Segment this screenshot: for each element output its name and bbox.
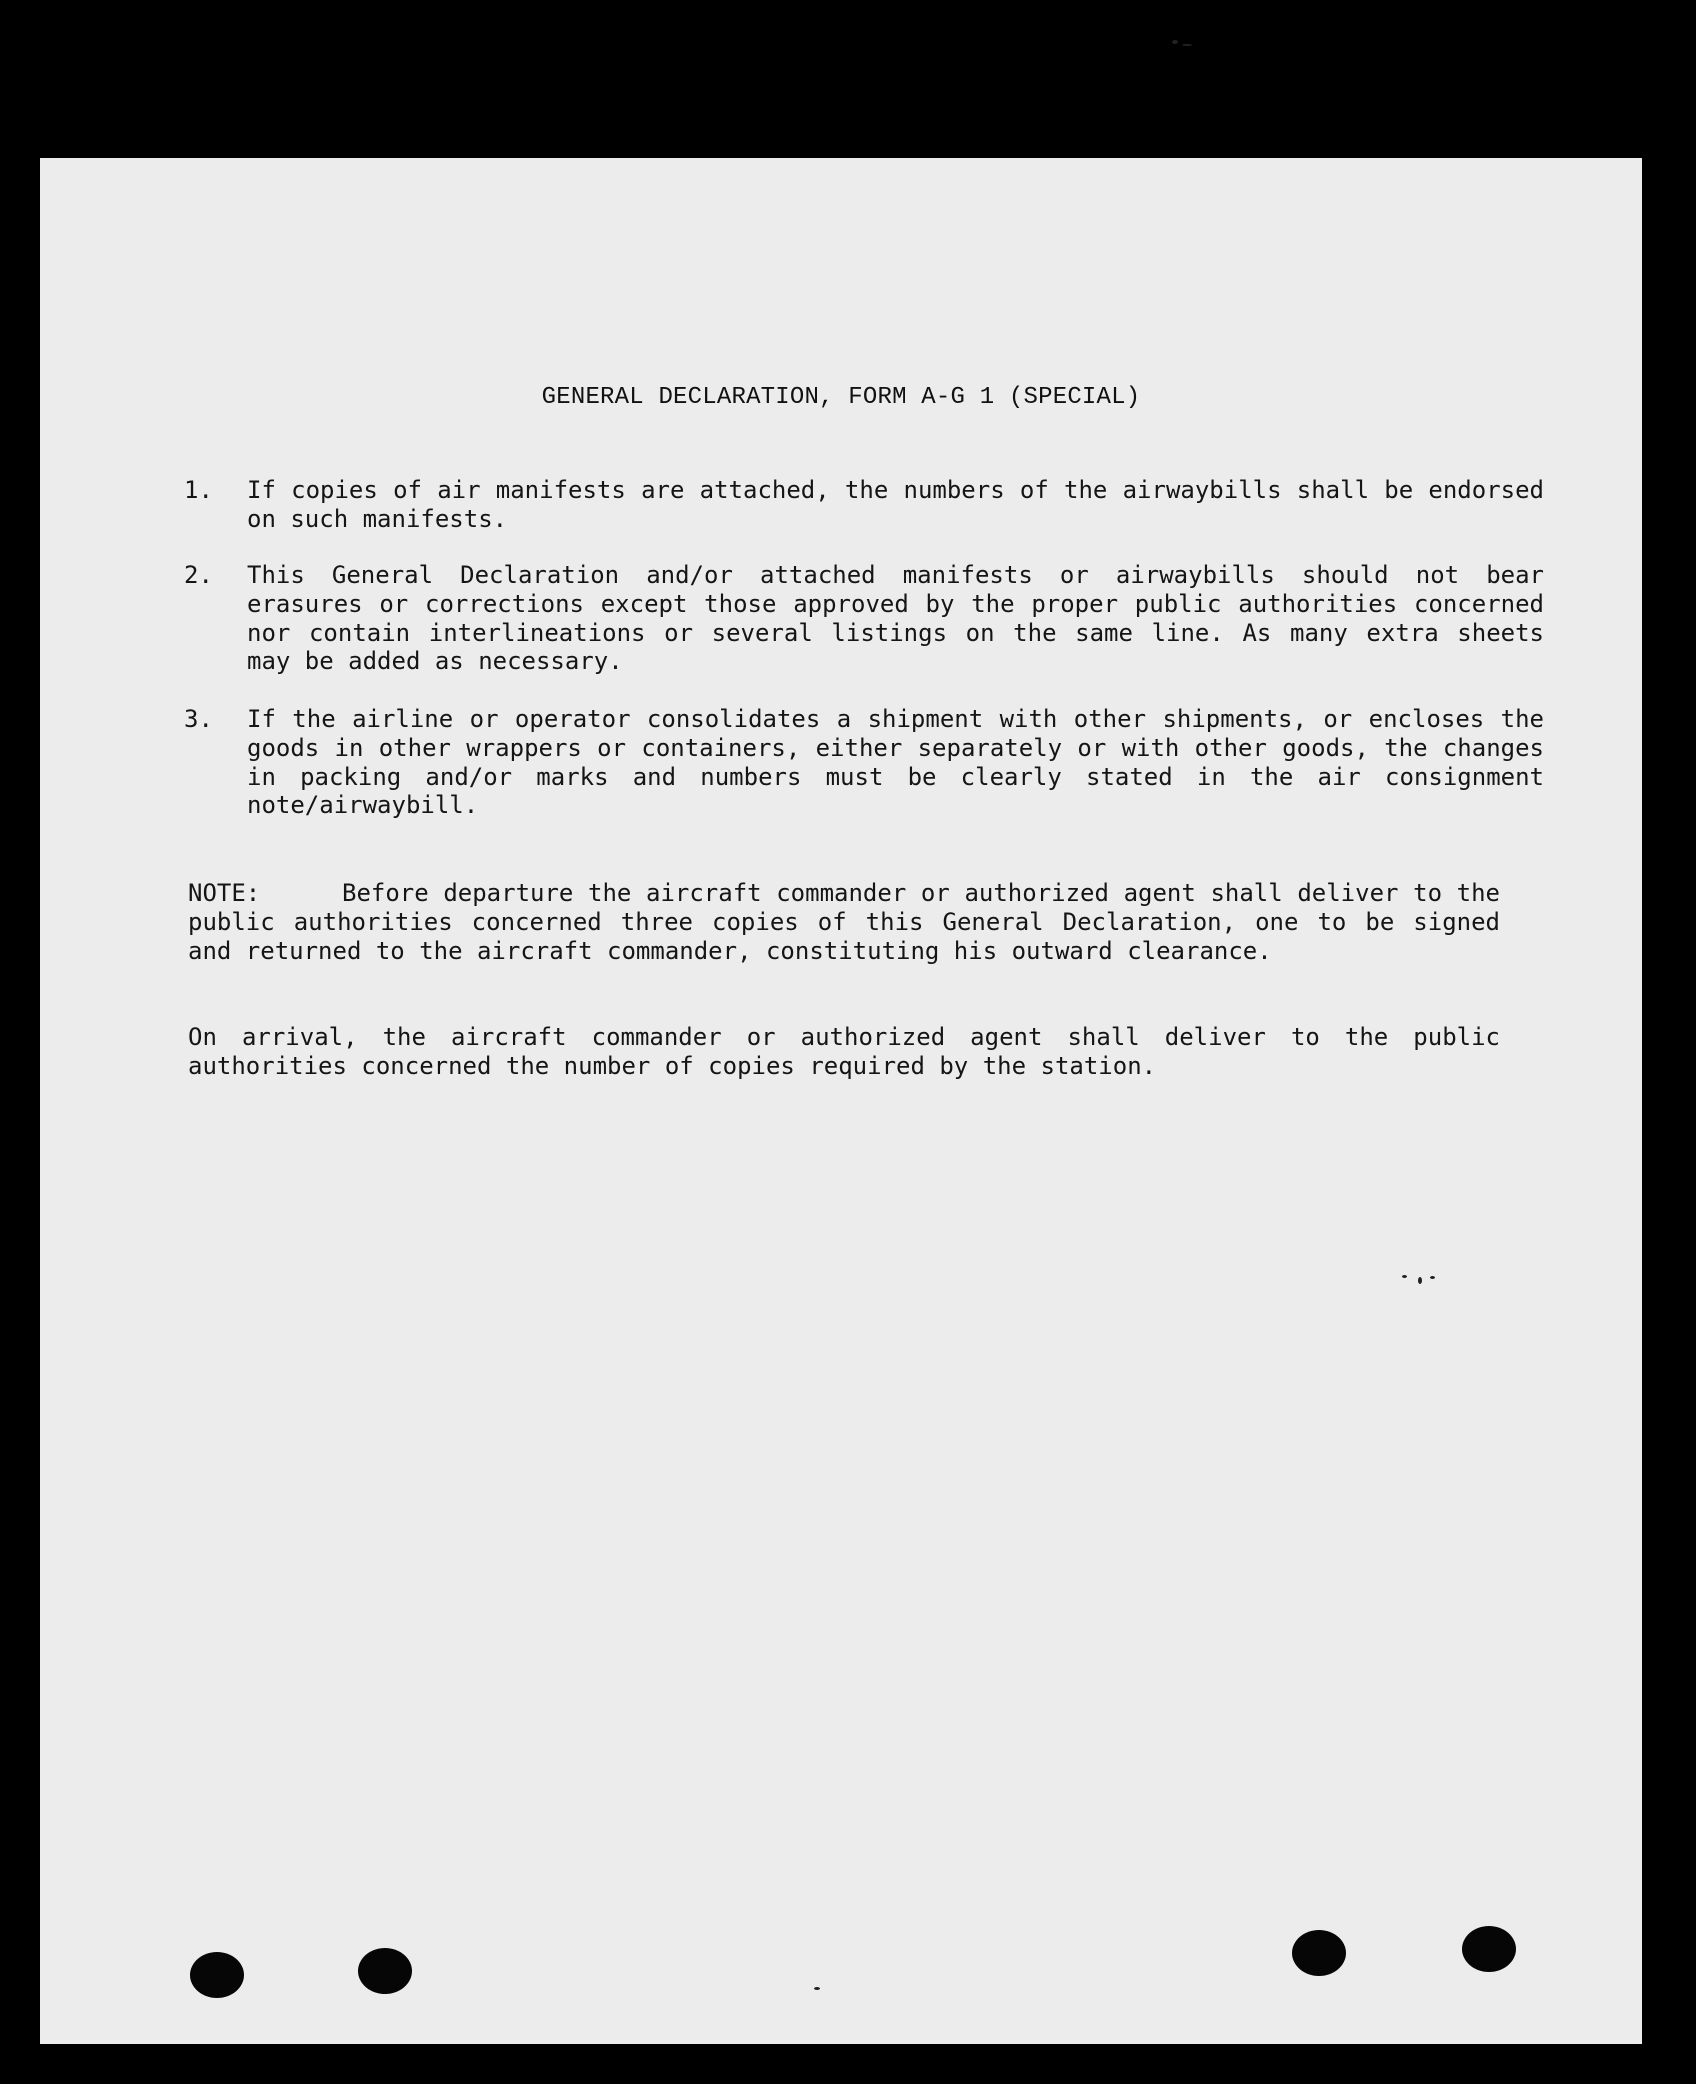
paper-sheet: [40, 158, 1642, 2044]
ink-speck: [1418, 1277, 1422, 1284]
ink-speck: [1430, 1276, 1435, 1279]
item-text: This General Declaration and/or attached manifests or airwaybills should not bear erasures or corrections except those approved by the proper public authorities concerned nor contain interlineations or several listings on the same line. As many extra sheets may be added as necessary.: [247, 561, 1544, 676]
item-number: 2.: [184, 561, 213, 589]
list-item: [184, 705, 1544, 820]
note-label: NOTE:: [188, 879, 261, 907]
note-paragraph: [188, 879, 1500, 965]
item-text: If copies of air manifests are attached, the numbers of the airwaybills shall be endorsed on such manifests.: [247, 476, 1544, 533]
punch-hole: [190, 1952, 244, 1998]
document-title: GENERAL DECLARATION, FORM A-G 1 (SPECIAL): [541, 384, 1141, 411]
list-item: [184, 561, 1544, 676]
item-number: 3.: [184, 705, 213, 733]
punch-hole: [1462, 1926, 1516, 1972]
ink-speck: [1402, 1275, 1407, 1278]
ink-speck: [1172, 40, 1178, 44]
item-text: If the airline or operator consolidates a shipment with other shipments, or encloses the goods in other wrappers or containers, either separately or with other goods, the changes in packing and/or marks and numbers must be clearly stated in the air consignment note/airwaybill.: [247, 705, 1544, 820]
arrival-paragraph: On arrival, the aircraft commander or authorized agent shall deliver to the public authorities concerned the number of copies required by the station.: [188, 1023, 1500, 1080]
ink-speck: [1182, 44, 1192, 46]
punch-hole: [1292, 1930, 1346, 1976]
punch-hole: [358, 1948, 412, 1994]
ink-speck: [814, 1987, 820, 1990]
note-text: Before departure the aircraft commander or authorized agent shall deliver to the public authorities concerned three copies of this General Declaration, one to be signed and returned to the aircraft commander, constituting his outward clearance.: [188, 879, 1500, 965]
item-number: 1.: [184, 476, 213, 504]
list-item: [184, 476, 1544, 534]
